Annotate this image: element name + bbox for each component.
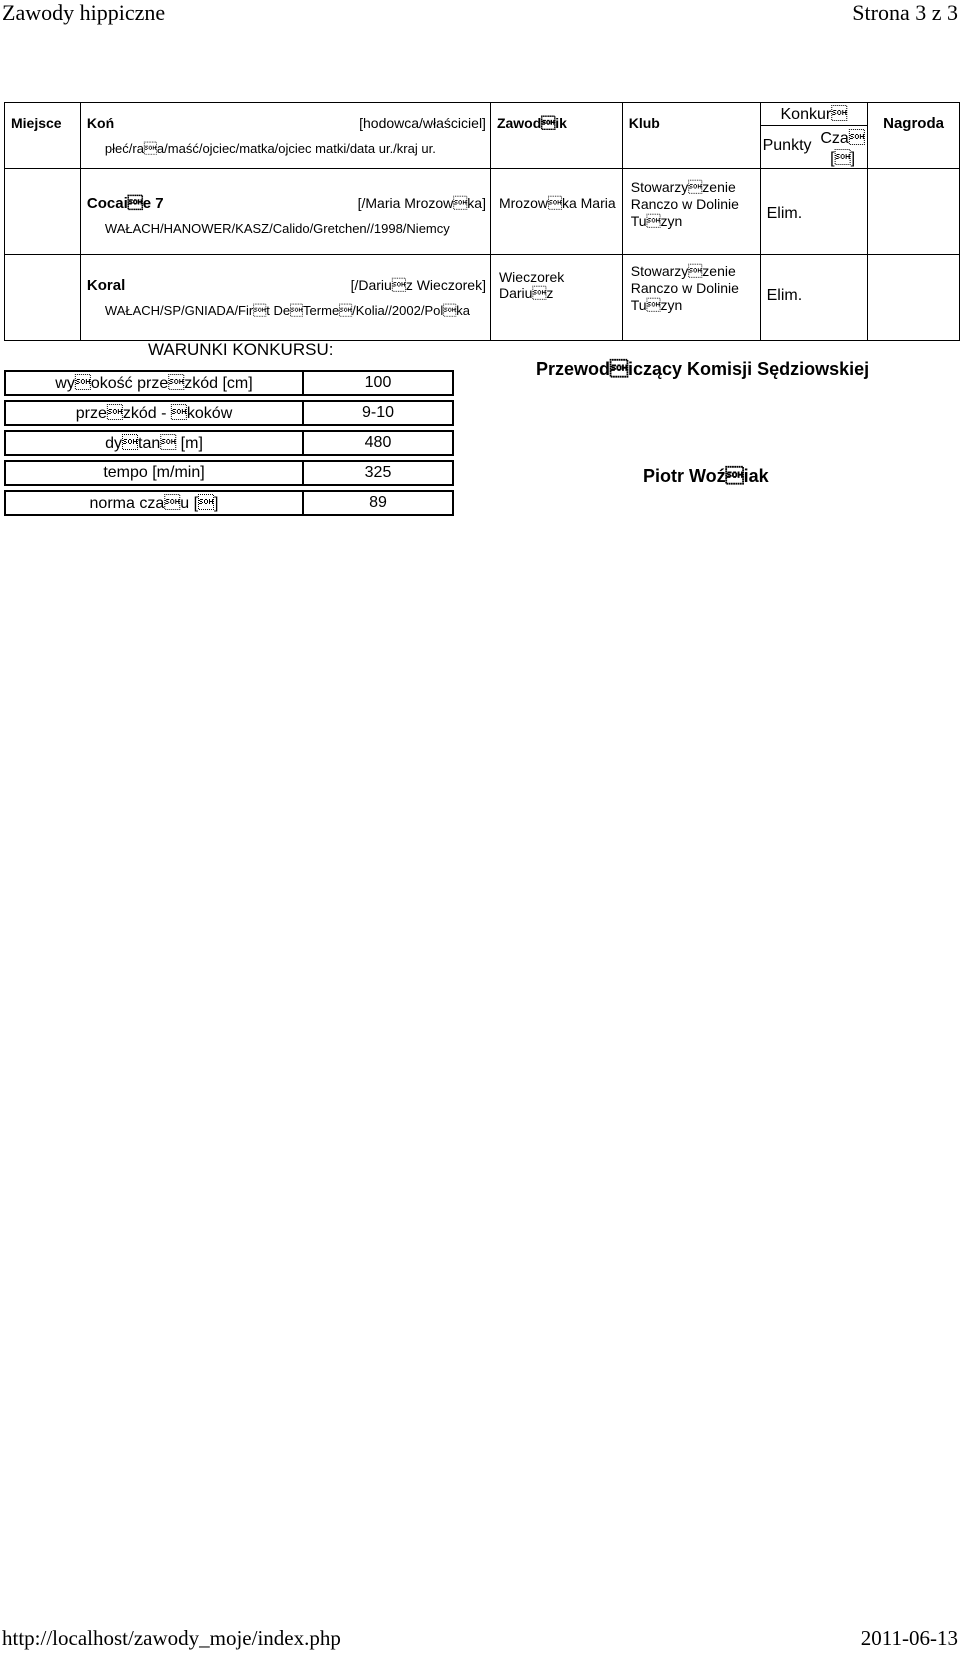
page-number: Strona 3 z 3 bbox=[852, 0, 958, 25]
condition-row bbox=[4, 370, 454, 396]
condition-row bbox=[4, 490, 454, 516]
cell-konkurs bbox=[760, 169, 867, 255]
page-url: http://localhost/zawody_moje/index.php bbox=[2, 1626, 341, 1650]
club-line: Ranczo w Dolinie bbox=[630, 196, 739, 212]
rider-name: Wieczorek bbox=[498, 269, 565, 285]
condition-label: dytan [m] bbox=[4, 430, 304, 456]
table-row bbox=[5, 169, 960, 255]
conditions-title: WARUNKI KONKURSU: bbox=[148, 340, 334, 359]
horse-owner: [/Dariuz Wieczorek] bbox=[350, 277, 486, 293]
club-line: Stowarzyzenie bbox=[630, 263, 736, 279]
header-klub: Klub bbox=[622, 103, 760, 169]
conditions-table bbox=[4, 366, 454, 520]
chair-title: Przewodiczący Komisji Sędziowskiej bbox=[536, 359, 870, 379]
condition-row bbox=[4, 400, 454, 426]
club-line: Stowarzyzenie bbox=[630, 179, 736, 195]
page-header-title: Zawody hippiczne bbox=[2, 0, 166, 25]
cell-zawodnik bbox=[490, 255, 622, 341]
header-kon bbox=[80, 103, 490, 169]
condition-label: tempo [m/min] bbox=[4, 460, 304, 486]
cell-miejsce bbox=[5, 255, 81, 341]
cell-zawodnik bbox=[490, 169, 622, 255]
condition-value: 325 bbox=[304, 460, 454, 486]
rider-name-2: Dariuz bbox=[498, 285, 554, 301]
condition-value: 100 bbox=[304, 370, 454, 396]
table-row bbox=[5, 255, 960, 341]
condition-value: 9-10 bbox=[304, 400, 454, 426]
page-date: 2011-06-13 bbox=[860, 1626, 958, 1650]
header-kon-sub: płeć/raa/maść/ojciec/matka/ojciec matki/data ur./kraj ur. bbox=[104, 141, 436, 156]
cell-nagroda bbox=[868, 255, 960, 341]
header-punkty: Punkty bbox=[762, 137, 812, 154]
condition-value: 480 bbox=[304, 430, 454, 456]
cell-klub bbox=[622, 255, 760, 341]
cell-kon bbox=[80, 169, 490, 255]
condition-value: 89 bbox=[304, 490, 454, 516]
cell-konkurs bbox=[760, 255, 867, 341]
rider-name: Mrozowka Maria bbox=[498, 195, 616, 211]
chair-name: Piotr Woźiak bbox=[643, 466, 769, 486]
condition-row bbox=[4, 430, 454, 456]
header-zawodnik: Zawodik bbox=[490, 103, 622, 169]
horse-owner: [/Maria Mrozowka] bbox=[357, 195, 486, 211]
club-line: Tuzyn bbox=[630, 213, 683, 229]
condition-label: przezkód - koków bbox=[4, 400, 304, 426]
header-miejsce: Miejsce bbox=[5, 103, 81, 169]
club-line: Tuzyn bbox=[630, 297, 683, 313]
header-konkurs-title: Konkur bbox=[780, 106, 848, 123]
condition-label: norma czau [] bbox=[4, 490, 304, 516]
cell-kon bbox=[80, 255, 490, 341]
club-line: Ranczo w Dolinie bbox=[630, 280, 739, 296]
horse-name: Koral bbox=[86, 277, 126, 294]
condition-label: wyokość przezkód [cm] bbox=[4, 370, 304, 396]
header-kon-label: Koń bbox=[86, 115, 115, 131]
horse-info: WAŁACH/HANOWER/KASZ/Calido/Gretchen//1998/Niemcy bbox=[104, 221, 450, 236]
horse-info: WAŁACH/SP/GNIADA/Firt DeTerme/Kolia//2002/Polka bbox=[104, 303, 470, 318]
cell-miejsce bbox=[5, 169, 81, 255]
header-czas: Cza [] bbox=[820, 130, 865, 167]
result-status: Elim. bbox=[766, 287, 803, 304]
table-header-row bbox=[5, 103, 960, 169]
horse-name: Cocaie 7 bbox=[86, 195, 164, 212]
header-konkurs bbox=[760, 103, 867, 169]
result-status: Elim. bbox=[766, 205, 803, 222]
cell-klub bbox=[622, 169, 760, 255]
results-table bbox=[4, 102, 960, 341]
cell-nagroda bbox=[868, 169, 960, 255]
header-nagroda: Nagroda bbox=[868, 103, 960, 169]
header-kon-owner-label: [hodowca/właściciel] bbox=[359, 115, 486, 131]
condition-row bbox=[4, 460, 454, 486]
